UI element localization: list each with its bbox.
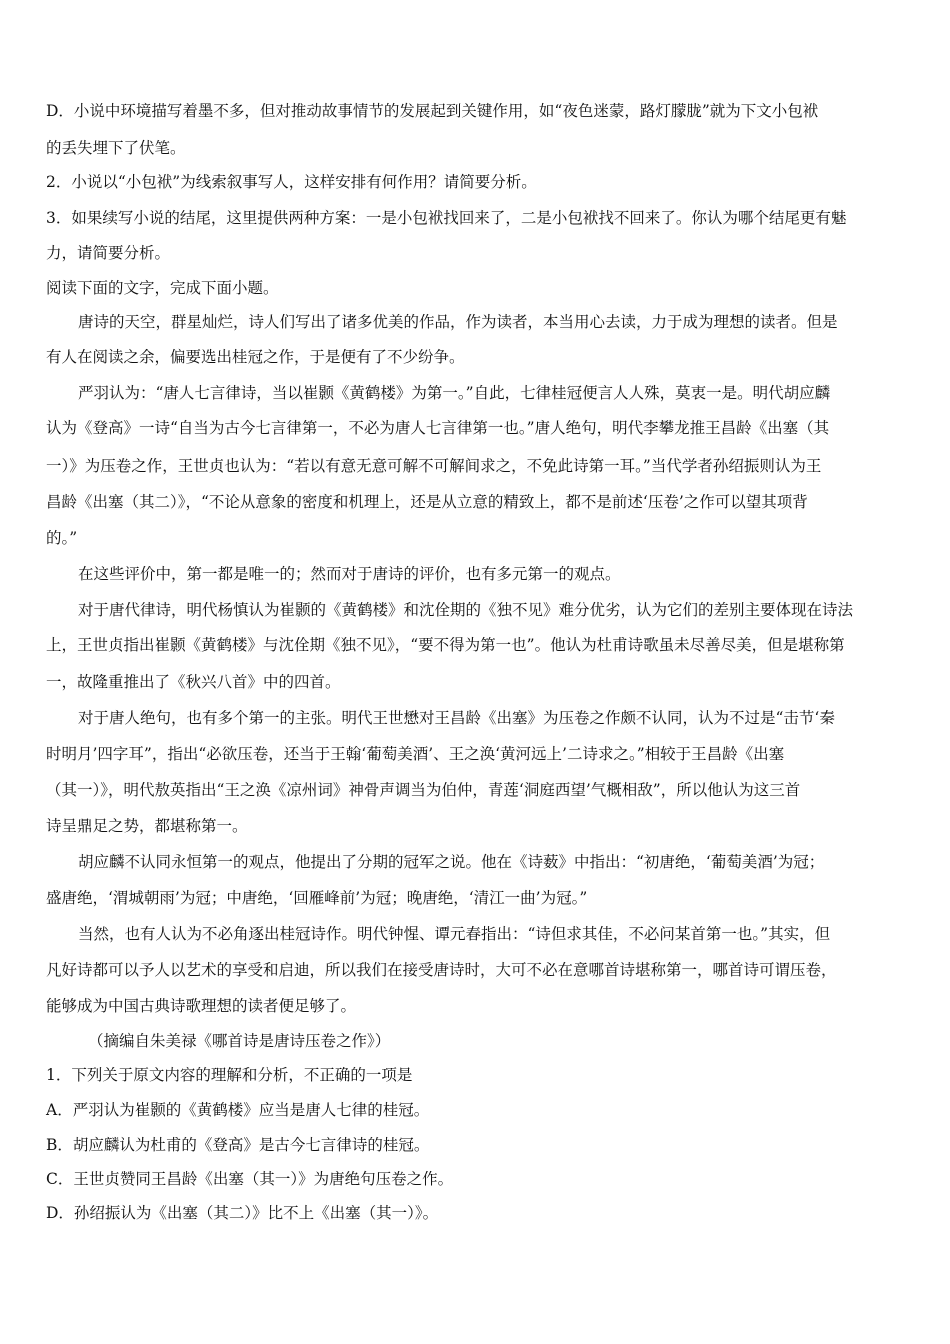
paragraph-2-line2: 认为《登高》一诗“自当为古今七言律第一，不必为唐人七言律第一也。”唐人绝句，明代李攀龙推王昌龄《出塞（其 (46, 419, 830, 437)
paragraph-7-line2: 凡好诗都可以予人以艺术的享受和启迪，所以我们在接受唐诗时，大可不必在意哪首诗堪称第一，哪首诗可谓压卷， (46, 961, 837, 979)
paragraph-7-line1: 当然，也有人认为不必角逐出桂冠诗作。明代钟惺、谭元春指出：“诗但求其佳，不必问某首第一也。”其实，但 (78, 925, 831, 943)
reading-instruction: 阅读下面的文字，完成下面小题。 (46, 279, 279, 297)
paragraph-7-line3: 能够成为中国古典诗歌理想的读者便足够了。 (46, 997, 357, 1015)
question-3-line1: 3．如果续写小说的结尾，这里提供两种方案：一是小包袱找回来了，二是小包袱找不回来了。你认为哪个结尾更有魅 (46, 209, 847, 227)
paragraph-5-line2: 时明月’四字耳”，指出“必欲压卷，还当于王翰‘葡萄美酒’、王之涣‘黄河远上’二诗求之。”相较于王昌龄《出塞 (46, 745, 785, 763)
question-3-line2: 力，请简要分析。 (46, 244, 171, 262)
question-1-stem: 1．下列关于原文内容的理解和分析，不正确的一项是 (46, 1066, 413, 1084)
question-1-option-a: A．严羽认为崔颢的《黄鹤楼》应当是唐人七律的桂冠。 (46, 1101, 430, 1119)
paragraph-1-line2: 有人在阅读之余，偏要选出桂冠之作，于是便有了不少纷争。 (46, 348, 465, 366)
paragraph-4-line3: 一，故隆重推出了《秋兴八首》中的四首。 (46, 673, 341, 691)
question-1-option-b: B．胡应麟认为杜甫的《登高》是古今七言律诗的桂冠。 (46, 1136, 430, 1154)
prev-option-d-line1: D．小说中环境描写着墨不多，但对推动故事情节的发展起到关键作用，如“夜色迷蒙，路灯朦胧”就为下文小包袱 (46, 102, 819, 120)
paragraph-5-line3: （其一）》，明代敖英指出“王之涣《凉州词》神骨声调当为伯仲，青莲‘洞庭西望’气概相敌”，所以他认为这三首 (46, 781, 801, 799)
paragraph-5-line1: 对于唐人绝句，也有多个第一的主张。明代王世懋对王昌龄《出塞》为压卷之作颇不认同，认为不过是“击节‘秦 (78, 709, 835, 727)
paragraph-1-line1: 唐诗的天空，群星灿烂，诗人们写出了诸多优美的作品，作为读者，本当用心去读，力于成为理想的读者。但是 (78, 313, 838, 331)
paragraph-6-line2: 盛唐绝，‘渭城朝雨’为冠；中唐绝，‘回雁峰前’为冠；晚唐绝，‘清江一曲’为冠。” (46, 889, 588, 907)
question-1-option-c: C．王世贞赞同王昌龄《出塞（其一）》为唐绝句压卷之作。 (46, 1170, 454, 1188)
prev-option-d-line2: 的丢失埋下了伏笔。 (46, 139, 186, 157)
question-1-option-d: D．孙绍振认为《出塞（其二）》比不上《出塞（其一）》。 (46, 1204, 439, 1222)
paragraph-3-line1: 在这些评价中，第一都是唯一的；然而对于唐诗的评价，也有多元第一的观点。 (78, 565, 621, 583)
source-citation: （摘编自朱美禄《哪首诗是唐诗压卷之作》） (88, 1032, 391, 1050)
question-2: 2．小说以“小包袱”为线索叙事写人，这样安排有何作用？请简要分析。 (46, 173, 537, 191)
paragraph-2-line4: 昌龄《出塞（其二）》，“不论从意象的密度和机理上，还是从立意的精致上，都不是前述‘压卷’之作可以望其项背 (46, 493, 808, 511)
paragraph-4-line1: 对于唐代律诗，明代杨慎认为崔颢的《黄鹤楼》和沈佺期的《独不见》难分优劣，认为它们的差别主要体现在诗法 (78, 601, 854, 619)
paragraph-2-line5: 的。” (46, 529, 78, 547)
paragraph-2-line3: 一）》为压卷之作，王世贞也认为：“若以有意无意可解不可解间求之，不免此诗第一耳。”当代学者孙绍振则认为王 (46, 457, 822, 475)
paragraph-5-line4: 诗呈鼎足之势，都堪称第一。 (46, 817, 248, 835)
paragraph-4-line2: 上，王世贞指出崔颢《黄鹤楼》与沈佺期《独不见》，“要不得为第一也”。他认为杜甫诗歌虽未尽善尽美，但是堪称第 (46, 636, 845, 654)
paragraph-6-line1: 胡应麟不认同永恒第一的观点，他提出了分期的冠军之说。他在《诗薮》中指出：“初唐绝，‘葡萄美酒’为冠； (78, 853, 825, 871)
paragraph-2-line1: 严羽认为：“唐人七言律诗，当以崔颢《黄鹤楼》为第一。”自此，七律桂冠便言人人殊，莫衷一是。明代胡应麟 (78, 384, 831, 402)
